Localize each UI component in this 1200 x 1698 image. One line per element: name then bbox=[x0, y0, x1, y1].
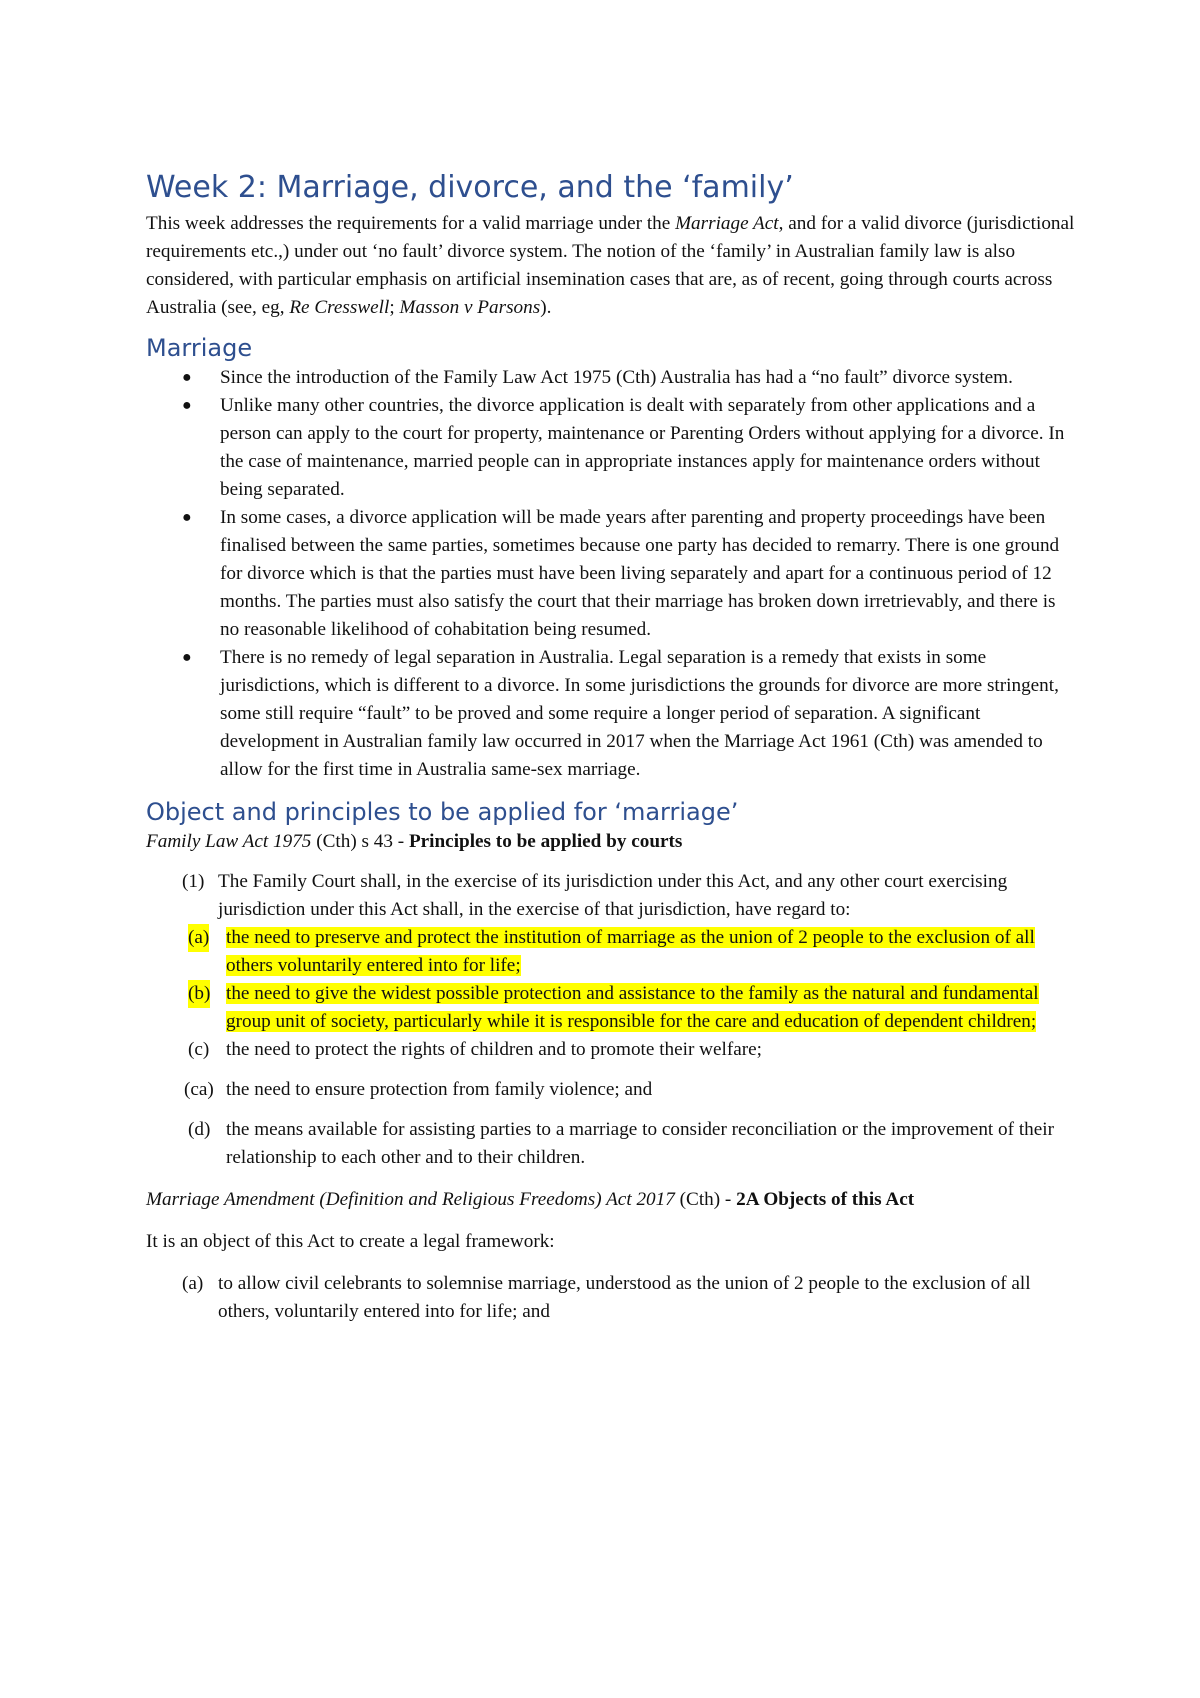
clause-item-b bbox=[146, 980, 1076, 1036]
intro-italic-masson-v-parsons: Masson v Parsons bbox=[399, 297, 541, 318]
bullet-icon: ● bbox=[182, 649, 192, 666]
list-item bbox=[146, 504, 1076, 644]
intro-text-4: ). bbox=[540, 297, 552, 318]
bullet-text: Unlike many other countries, the divorce application is dealt with separately from other applications and a person can apply to the court for property, maintenance or Parenting Orders without applying for a divorce. In the case of maintenance, married people can in appropriate instances apply for maintenance orders without being separated. bbox=[220, 395, 1065, 500]
amendment-act-caption bbox=[146, 1186, 1076, 1214]
objects-intro-line: It is an object of this Act to create a legal framework: bbox=[146, 1231, 555, 1252]
clause-text-highlighted: the need to give the widest possible protection and assistance to the family as the natural and fundamental group unit of society, particularly while it is responsible for the care and education of dependent children; bbox=[226, 983, 1039, 1032]
clause-text: the need to protect the rights of children and to promote their welfare; bbox=[226, 1039, 762, 1060]
clause-number: (1) bbox=[182, 871, 205, 892]
caption-section-title: Principles to be applied by courts bbox=[408, 831, 683, 852]
principles-heading: Object and principles to be applied for ‘marriage’ bbox=[146, 798, 739, 826]
list-item bbox=[146, 364, 1076, 392]
intro-text-2: , and for a valid divorce (jurisdictional requirements etc.,) under out ‘no fault’ divorce system. The notion of the ‘family’ in Australian family law is also considered, with particular emphasis on artificial insemination cases that are, as of recent, going through courts across Australia (see, eg, bbox=[146, 213, 1075, 318]
clause-number: (c) bbox=[188, 1039, 210, 1060]
list-item bbox=[146, 392, 1076, 504]
section-43-caption bbox=[146, 828, 1076, 856]
clause-number: (a) bbox=[182, 1273, 204, 1294]
objects-clauses bbox=[146, 1270, 1076, 1326]
clause-number: (d) bbox=[188, 1119, 211, 1140]
marriage-bullet-list bbox=[146, 364, 1076, 784]
clause-number: (ca) bbox=[184, 1079, 214, 1100]
caption-section-ref: (Cth) s 43 - bbox=[311, 831, 409, 852]
clause-text: The Family Court shall, in the exercise of its jurisdiction under this Act, and any other court exercising jurisdiction under this Act shall, in the exercise of that jurisdiction, have regard to: bbox=[218, 871, 1008, 920]
objects-item-a bbox=[146, 1270, 1076, 1326]
intro-italic-re-cresswell: Re Cresswell bbox=[289, 297, 390, 318]
bullet-text: In some cases, a divorce application will be made years after parenting and property proceedings have been finalised between the same parties, sometimes because one party has decided to remarry. There is one ground for divorce which is that the parties must have been living separately and apart for a continuous period of 12 months. The parties must also satisfy the court that their marriage has broken down irretrievably, and there is no reasonable likelihood of cohabitation being resumed. bbox=[220, 507, 1060, 640]
intro-italic-marriage-act: Marriage Act bbox=[675, 213, 779, 234]
clause-text: to allow civil celebrants to solemnise marriage, understood as the union of 2 people to the exclusion of all others, voluntarily entered into for life; and bbox=[218, 1273, 1031, 1322]
clause-number: (b) bbox=[188, 980, 210, 1008]
bullet-text: Since the introduction of the Family Law Act 1975 (Cth) Australia has had a “no fault” divorce system. bbox=[220, 367, 1013, 388]
clause-item-ca bbox=[146, 1076, 1076, 1104]
clause-item-c bbox=[146, 1036, 1076, 1064]
page-title: Week 2: Marriage, divorce, and the ‘family’ bbox=[146, 170, 794, 205]
intro-text-3: ; bbox=[389, 297, 400, 318]
caption-act-name: Family Law Act 1975 bbox=[146, 831, 312, 852]
clause-1 bbox=[146, 868, 1076, 924]
document-content bbox=[146, 168, 1076, 1326]
clause-text: the need to ensure protection from family violence; and bbox=[226, 1079, 653, 1100]
bullet-icon: ● bbox=[182, 369, 192, 386]
clause-item-d bbox=[146, 1116, 1076, 1172]
section-43-clauses bbox=[146, 868, 1076, 1172]
bullet-icon: ● bbox=[182, 509, 192, 526]
clause-number: (a) bbox=[188, 924, 209, 952]
clause-text: the means available for assisting parties to a marriage to consider reconciliation or the improvement of their relationship to each other and to their children. bbox=[226, 1119, 1054, 1168]
intro-paragraph bbox=[146, 210, 1076, 322]
list-item bbox=[146, 644, 1076, 784]
amendment-act-name: Marriage Amendment (Definition and Religious Freedoms) Act 2017 bbox=[146, 1189, 675, 1210]
clause-item-a bbox=[146, 924, 1076, 980]
amendment-section-title: 2A Objects of this Act bbox=[736, 1189, 915, 1210]
bullet-icon: ● bbox=[182, 397, 192, 414]
amendment-act-ref: (Cth) - bbox=[674, 1189, 737, 1210]
clause-text-highlighted: the need to preserve and protect the institution of marriage as the union of 2 people to the exclusion of all others voluntarily entered into for life; bbox=[226, 927, 1035, 976]
bullet-text: There is no remedy of legal separation in Australia. Legal separation is a remedy that exists in some jurisdictions, which is different to a divorce. In some jurisdictions the grounds for divorce are more stringent, some still require “fault” to be proved and some require a longer period of separation. A significant development in Australian family law occurred in 2017 when the Marriage Act 1961 (Cth) was amended to allow for the first time in Australia same-sex marriage. bbox=[220, 647, 1059, 780]
intro-text-1: This week addresses the requirements for a valid marriage under the bbox=[146, 213, 676, 234]
marriage-heading: Marriage bbox=[146, 334, 253, 362]
